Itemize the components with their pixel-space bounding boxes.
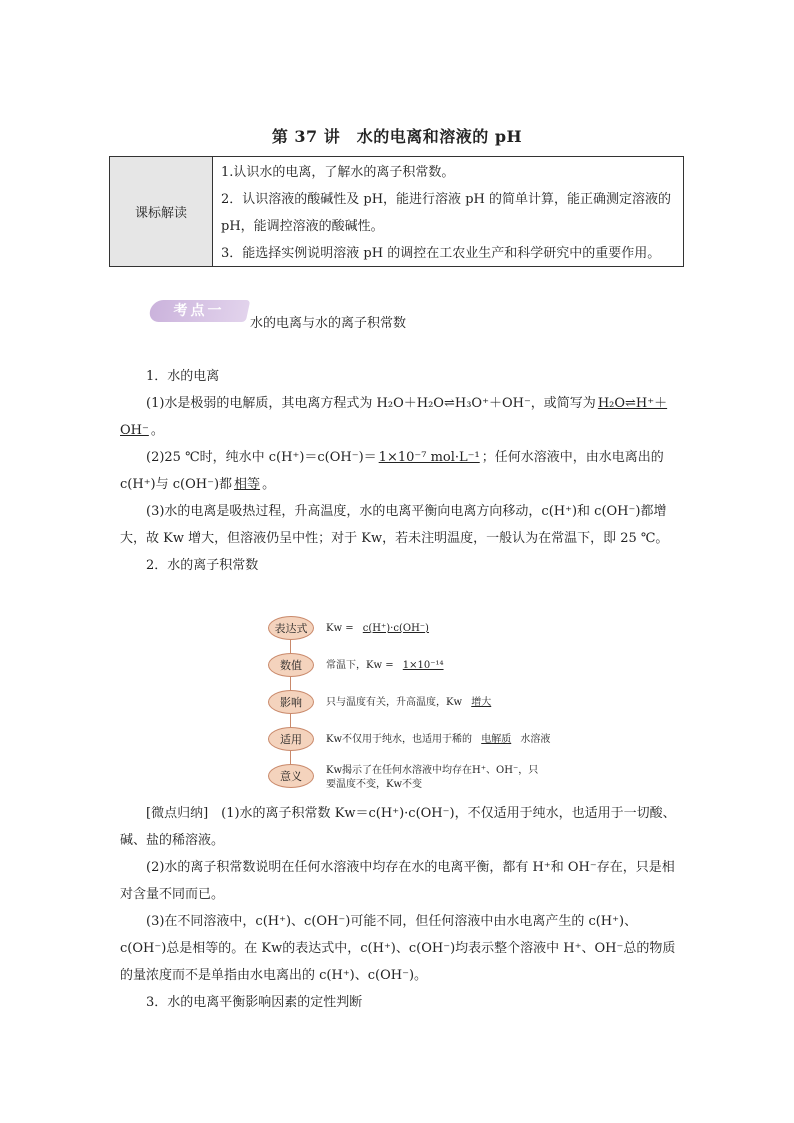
paragraph-ionization-equation: (1)水是极弱的电解质，其电离方程式为 H₂O＋H₂O⇌H₃O⁺＋OH⁻，或简写为 H₂O⇌H⁺＋OH⁻ 。 (120, 396, 668, 438)
diagram-text-scope: Kw不仅用于纯水，也适用于稀的 电解质 水溶液 (326, 734, 551, 745)
curriculum-items (213, 157, 683, 266)
diagram-text-influence: 只与温度有关，升高温度，Kw 增大 (326, 697, 492, 708)
answer-blank-equal: 相等 (234, 477, 261, 492)
heading-factors: 3．水的电离平衡影响因素的定性判断 (146, 995, 363, 1010)
answer-blank-equation: H₂O⇌H⁺＋OH⁻ (120, 396, 668, 438)
page-title: 第 37 讲 水的电离和溶液的 pH (271, 127, 523, 146)
diagram-text-meaning: Kw揭示了在任何水溶液中均存在H⁺、OH⁻，只要温度不变，Kw不变 (326, 765, 539, 790)
answer-blank-concentration: 1×10⁻⁷ mol·L⁻¹ (378, 450, 480, 465)
section-title: 水的电离与水的离子积常数 (250, 316, 407, 331)
diagram-node-value: 数值 (268, 653, 314, 677)
paragraph-endothermic: (3)水的电离是吸热过程，升高温度，水的电离平衡向电离方向移动，c(H⁺)和 c(OH⁻)都增大，故 Kw 增大，但溶液仍呈中性；对于 Kw，若未注明温度，一般认为在常温下，即 25 ℃。 (120, 504, 669, 546)
note-3: (3)在不同溶液中，c(H⁺)、c(OH⁻)可能不同，但任何溶液中由水电离产生的 c(H⁺)、c(OH⁻)总是相等的。在 Kw的表达式中，c(H⁺)、c(OH⁻)均表示整个溶液中 H⁺、OH⁻总的物质的量浓度而不是单指由水电离出的 c(H⁺)、c(OH⁻)。 (120, 914, 676, 983)
kw-diagram (268, 614, 588, 794)
diagram-node-expression: 表达式 (268, 616, 314, 640)
curriculum-table (109, 156, 684, 267)
note-1: [微点归纳] (1)水的离子积常数 Kw＝c(H⁺)·c(OH⁻)，不仅适用于纯水，也适用于一切酸、碱、盐的稀溶液。 (120, 806, 676, 848)
diagram-text-value: 常温下，Kw = 1×10⁻¹⁴ (326, 660, 444, 671)
diagram-node-scope: 适用 (268, 727, 314, 751)
curriculum-label: 课标解读 (110, 157, 213, 266)
notes-section (120, 800, 676, 1016)
note-2: (2)水的离子积常数说明在任何水溶液中均存在水的电离平衡，都有 H⁺和 OH⁻存在，只是相对含量不同而已。 (120, 860, 675, 902)
curriculum-item-2: 2．认识溶液的酸碱性及 pH，能进行溶液 pH 的简单计算，能正确测定溶液的 pH，能调控溶液的酸碱性。 (221, 192, 671, 234)
heading-water-ionization: 1．水的电离 (146, 369, 220, 384)
diagram-node-meaning: 意义 (268, 764, 314, 788)
diagram-node-influence: 影响 (268, 690, 314, 714)
section-badge-label: 考点一 (173, 303, 225, 319)
diagram-text-expression: Kw = c(H⁺)·c(OH⁻) (326, 623, 429, 634)
equilibrium-arrow: ⇌ (443, 396, 455, 411)
section-badge (148, 300, 251, 322)
heading-ion-product: 2．水的离子积常数 (146, 558, 259, 573)
paragraph-25c: (2)25 ℃时，纯水中 c(H⁺)＝c(OH⁻)＝ 1×10⁻⁷ mol·L⁻¹ ；任何水溶液中，由水电离出的 c(H⁺)与 c(OH⁻)都 相等 。 (120, 450, 664, 492)
curriculum-item-3: 3．能选择实例说明溶液 pH 的调控在工农业生产和科学研究中的重要作用。 (221, 246, 661, 261)
curriculum-item-1: 1.认识水的电离，了解水的离子积常数。 (221, 165, 455, 180)
section-1 (120, 363, 676, 579)
